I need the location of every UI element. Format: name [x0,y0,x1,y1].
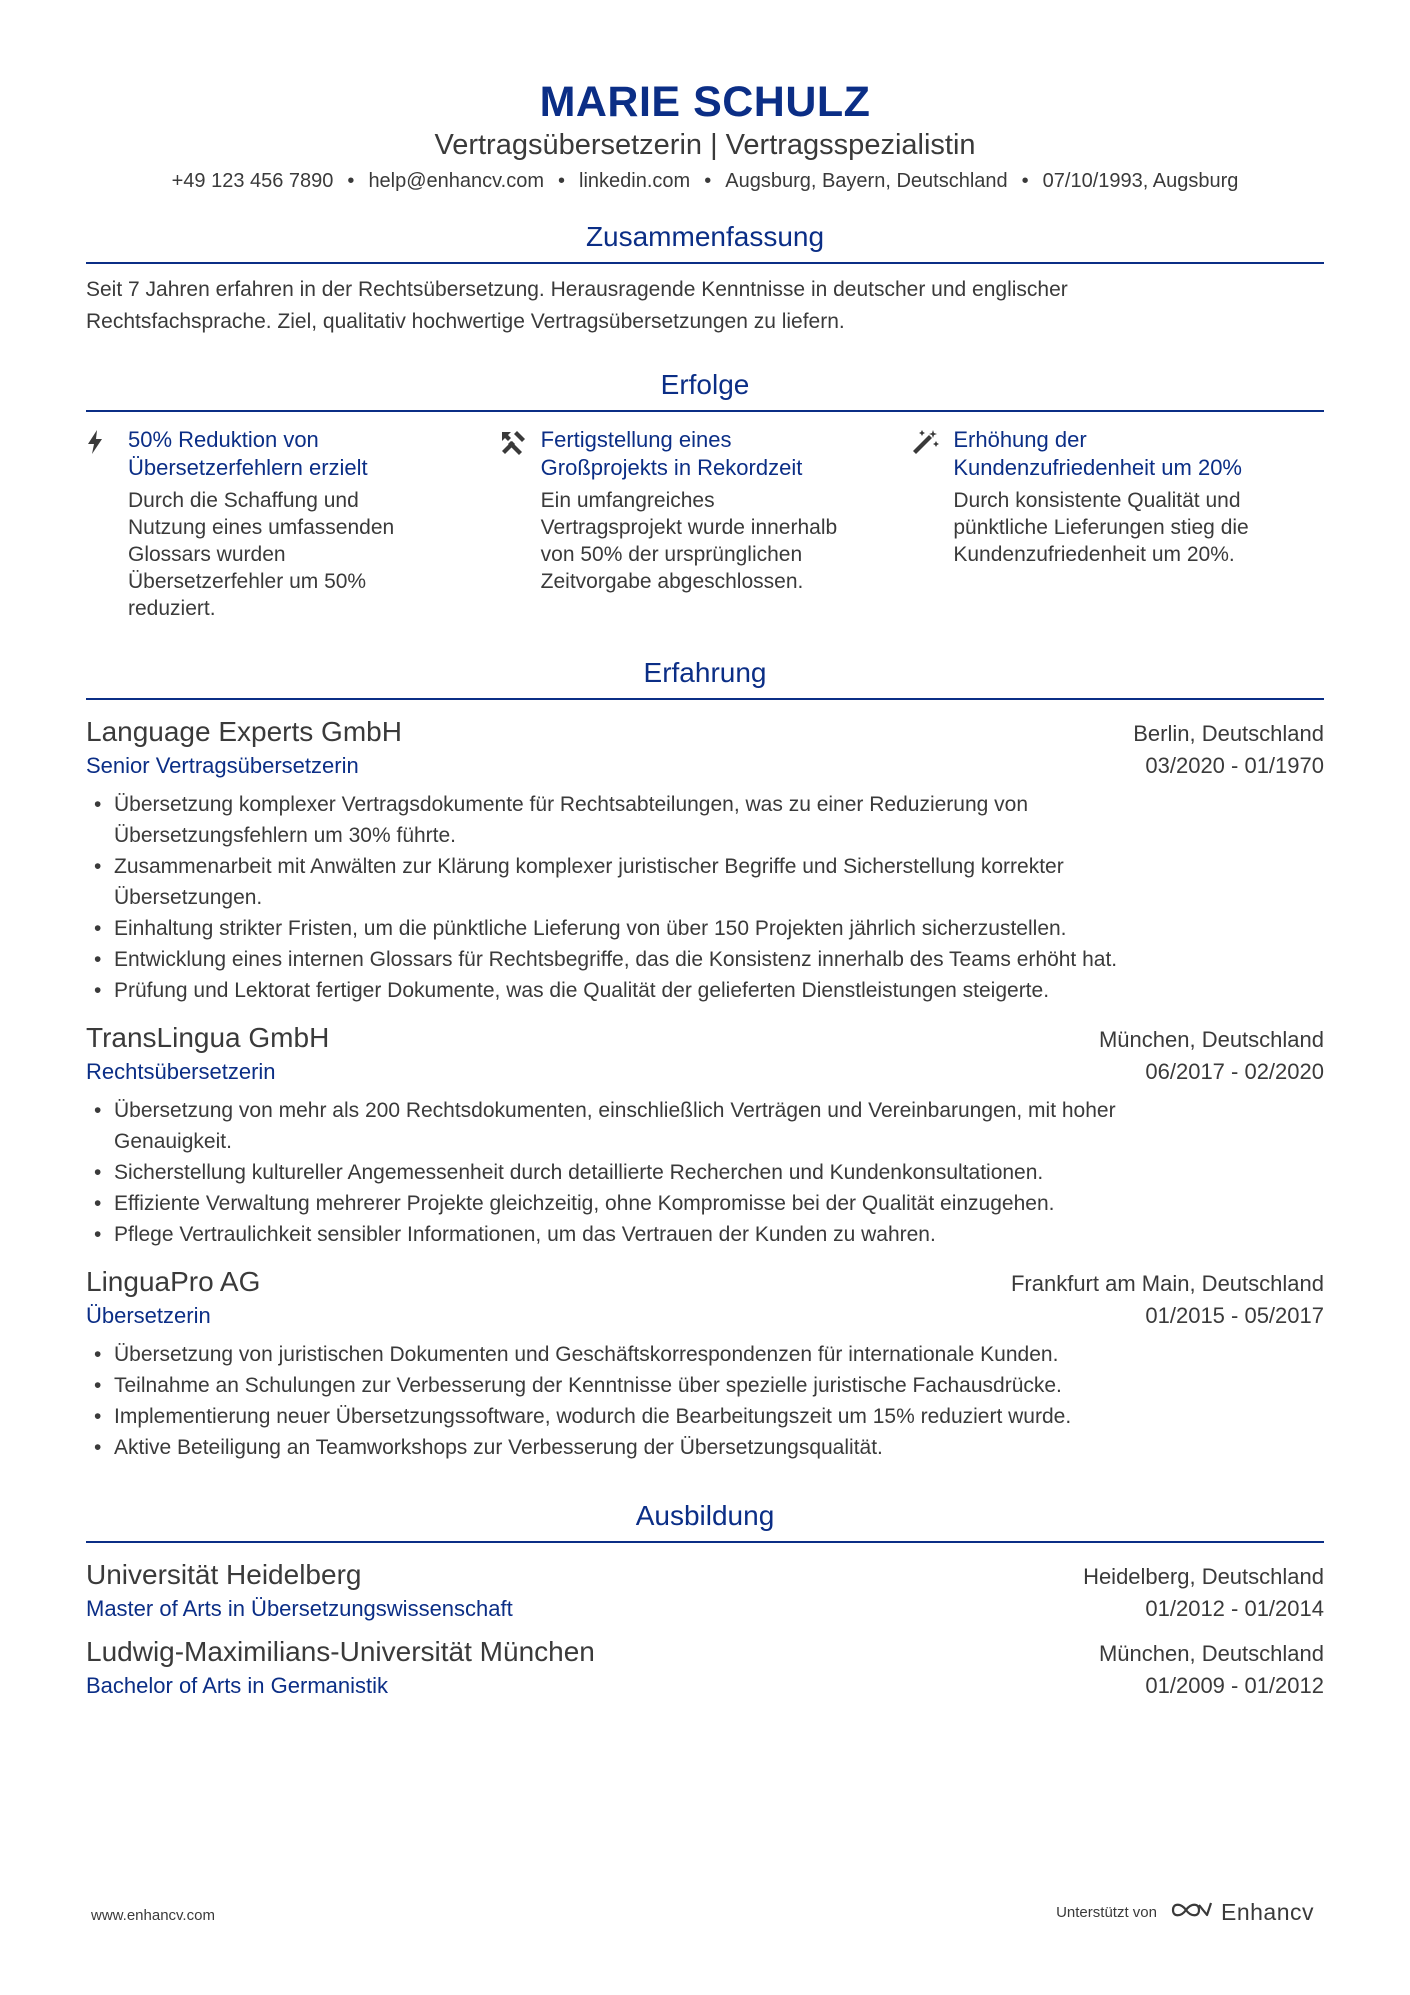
section-divider [86,410,1324,412]
bullet-line: • Aktive Beteiligung an Teamworkshops zur Verbesserung der Übersetzungsqualität. [114,1436,883,1459]
education-section [86,1499,1324,1701]
magic-wand-icon [911,426,953,622]
candidate-name: MARIE SCHULZ [539,78,871,126]
achievements-list [86,426,1324,622]
bullet-line: • Einhaltung strikter Fristen, um die pünktliche Lieferung von über 150 Projekten jährlich sicherzustellen. [114,917,1067,940]
education-entry [86,1557,1324,1624]
bullet-line: • Übersetzung komplexer Vertragsdokumente für Rechtsabteilungen, was zu einer Reduzierung von [114,793,1029,816]
birth-info: 07/10/1993, Augsburg [1042,170,1239,192]
achievement-title [128,426,394,482]
contact-line [86,168,1324,194]
bullet-line: • Zusammenarbeit mit Anwälten zur Klärung komplexer juristischer Begriffe und Sicherstellung korrekter [114,855,1064,878]
bullet-item [86,975,1324,1006]
candidate-subtitle: Vertragsübersetzerin | Vertragsspezialistin [434,129,976,161]
section-title-summary: Zusammenfassung [585,221,825,252]
bolt-icon [86,426,128,622]
bullet-line: • Sicherstellung kultureller Angemessenheit durch detaillierte Recherchen und Kundenkonsultationen. [114,1161,1044,1184]
job-location: Berlin, Deutschland [1133,721,1324,746]
separator-dot: • [347,170,355,192]
summary-line: Rechtsfachsprache. Ziel, qualitativ hochwertige Vertragsübersetzungen zu liefern. [86,310,845,333]
degree: Master of Arts in Übersetzungswissenschaft [86,1596,513,1621]
section-divider [86,698,1324,700]
bullet-item [86,1401,1324,1432]
section-title-education: Ausbildung [635,1500,775,1531]
enhancv-logo-icon [1169,1899,1213,1926]
powered-by-label: Unterstützt von [1056,1904,1157,1921]
achievement-desc-line: von 50% der ursprünglichen [540,543,803,566]
footer-branding [1056,1899,1314,1926]
job-role: Rechtsübersetzerin [86,1059,276,1084]
achievement-desc-line: pünktliche Lieferungen stieg die [953,516,1249,539]
company-name: LinguaPro AG [86,1266,261,1297]
company-name: Language Experts GmbH [86,716,402,747]
address: Augsburg, Bayern, Deutschland [725,170,1008,192]
bullet-line: • Implementierung neuer Übersetzungssoftware, wodurch die Bearbeitungszeit um 15% reduziert wurde. [114,1405,1072,1428]
bullet-item [86,1157,1324,1188]
section-title-experience: Erfahrung [643,657,767,688]
section-title-achievements: Erfolge [660,369,750,400]
phone: +49 123 456 7890 [171,170,334,192]
job-bullets [86,1095,1324,1250]
section-divider [86,1541,1324,1543]
education-entry [86,1634,1324,1701]
job-entry [86,1020,1324,1250]
school-name: Universität Heidelberg [86,1559,362,1590]
separator-dot: • [704,170,712,192]
achievement-desc-line: Glossars wurden [128,543,286,566]
bullet-line: • Übersetzung von juristischen Dokumenten und Geschäftskorrespondenzen für internationale Kunden. [114,1343,1059,1366]
achievement-desc-line: Durch konsistente Qualität und [953,489,1241,512]
education-dates: 01/2012 - 01/2014 [1145,1596,1324,1621]
achievement-description [128,487,394,622]
achievement-description [953,487,1248,568]
bullet-line: • Effiziente Verwaltung mehrerer Projekte gleichzeitig, ohne Kompromisse bei der Qualität einzugehen. [114,1192,1055,1215]
achievement-desc-line: Vertragsprojekt wurde innerhalb [540,516,838,539]
bullet-item [86,851,1324,913]
achievement-desc-line: Zeitvorgabe abgeschlossen. [540,570,804,593]
achievement-title-line: Kundenzufriedenheit um 20% [953,455,1242,480]
summary-text [86,274,1324,338]
separator-dot: • [1021,170,1029,192]
tools-icon [499,426,541,622]
job-entry [86,1264,1324,1463]
achievement-item [86,426,499,622]
section-divider [86,262,1324,264]
bullet-item [86,1219,1324,1250]
job-bullets [86,789,1324,1006]
achievement-desc-line: reduziert. [128,597,216,620]
achievements-section [86,368,1324,622]
experience-section [86,656,1324,1463]
achievement-desc-line: Ein umfangreiches [540,489,715,512]
job-dates: 06/2017 - 02/2020 [1145,1059,1324,1084]
summary-line: Seit 7 Jahren erfahren in der Rechtsübersetzung. Herausragende Kenntnisse in deutscher und englischer [86,278,1068,301]
bullet-item [86,1370,1324,1401]
school-location: München, Deutschland [1098,1641,1324,1666]
achievement-title-line: Erhöhung der [953,427,1087,452]
achievement-title-line: Fertigstellung eines [540,427,732,452]
job-role: Übersetzerin [86,1303,211,1328]
achievement-desc-line: Kundenzufriedenheit um 20%. [953,543,1235,566]
separator-dot: • [558,170,566,192]
achievement-title [541,426,838,482]
bullet-item [86,789,1324,851]
achievement-title-line: Großprojekts in Rekordzeit [540,455,803,480]
job-entry [86,714,1324,1006]
bullet-line: Übersetzungen. [114,886,263,909]
bullet-line: • Entwicklung eines internen Glossars für Rechtsbegriffe, das die Konsistenz innerhalb des Teams erhöht hat. [114,948,1118,971]
summary-section [86,220,1324,338]
job-location: München, Deutschland [1098,1027,1324,1052]
job-location: Frankfurt am Main, Deutschland [1010,1271,1324,1296]
achievement-title [953,426,1248,482]
email[interactable]: help@enhancv.com [368,170,545,192]
degree: Bachelor of Arts in Germanistik [86,1673,389,1698]
job-dates: 01/2015 - 05/2017 [1145,1303,1324,1328]
bullet-item [86,1095,1324,1157]
school-name: Ludwig-Maximilians-Universität München [86,1636,595,1667]
company-name: TransLingua GmbH [86,1022,330,1053]
footer-website[interactable]: www.enhancv.com [91,1907,215,1924]
resume-page [86,0,1324,1701]
brand-name: Enhancv [1220,1899,1314,1925]
bullet-line: • Teilnahme an Schulungen zur Verbesserung der Kenntnisse über spezielle juristische Fachausdrücke. [114,1374,1062,1397]
job-bullets [86,1339,1324,1463]
achievement-desc-line: Übersetzerfehler um 50% [128,570,367,593]
bullet-line: • Pflege Vertraulichkeit sensibler Informationen, um das Vertrauen der Kunden zu wahren. [114,1223,936,1246]
achievement-item [911,426,1324,622]
bullet-item [86,1188,1324,1219]
bullet-item [86,1432,1324,1463]
education-dates: 01/2009 - 01/2012 [1145,1673,1324,1698]
school-location: Heidelberg, Deutschland [1083,1564,1324,1589]
bullet-item [86,913,1324,944]
bullet-item [86,944,1324,975]
linkedin[interactable]: linkedin.com [579,170,691,192]
achievement-description [541,487,838,595]
bullet-line: Übersetzungsfehlern um 30% führte. [114,824,457,847]
achievement-desc-line: Nutzung eines umfassenden [128,516,395,539]
job-dates: 03/2020 - 01/1970 [1145,753,1324,778]
bullet-item [86,1339,1324,1370]
job-role: Senior Vertragsübersetzerin [86,753,359,778]
achievement-title-line: Übersetzerfehlern erzielt [128,455,368,480]
achievement-title-line: 50% Reduktion von [128,427,319,452]
achievement-desc-line: Durch die Schaffung und [128,489,359,512]
bullet-line: Genauigkeit. [114,1130,232,1153]
bullet-line: • Übersetzung von mehr als 200 Rechtsdokumenten, einschließlich Verträgen und Vereinbarungen, mit hoher [114,1099,1116,1122]
bullet-line: • Prüfung und Lektorat fertiger Dokumente, was die Qualität der gelieferten Dienstleistungen steigerte. [114,979,1050,1002]
achievement-item [499,426,912,622]
